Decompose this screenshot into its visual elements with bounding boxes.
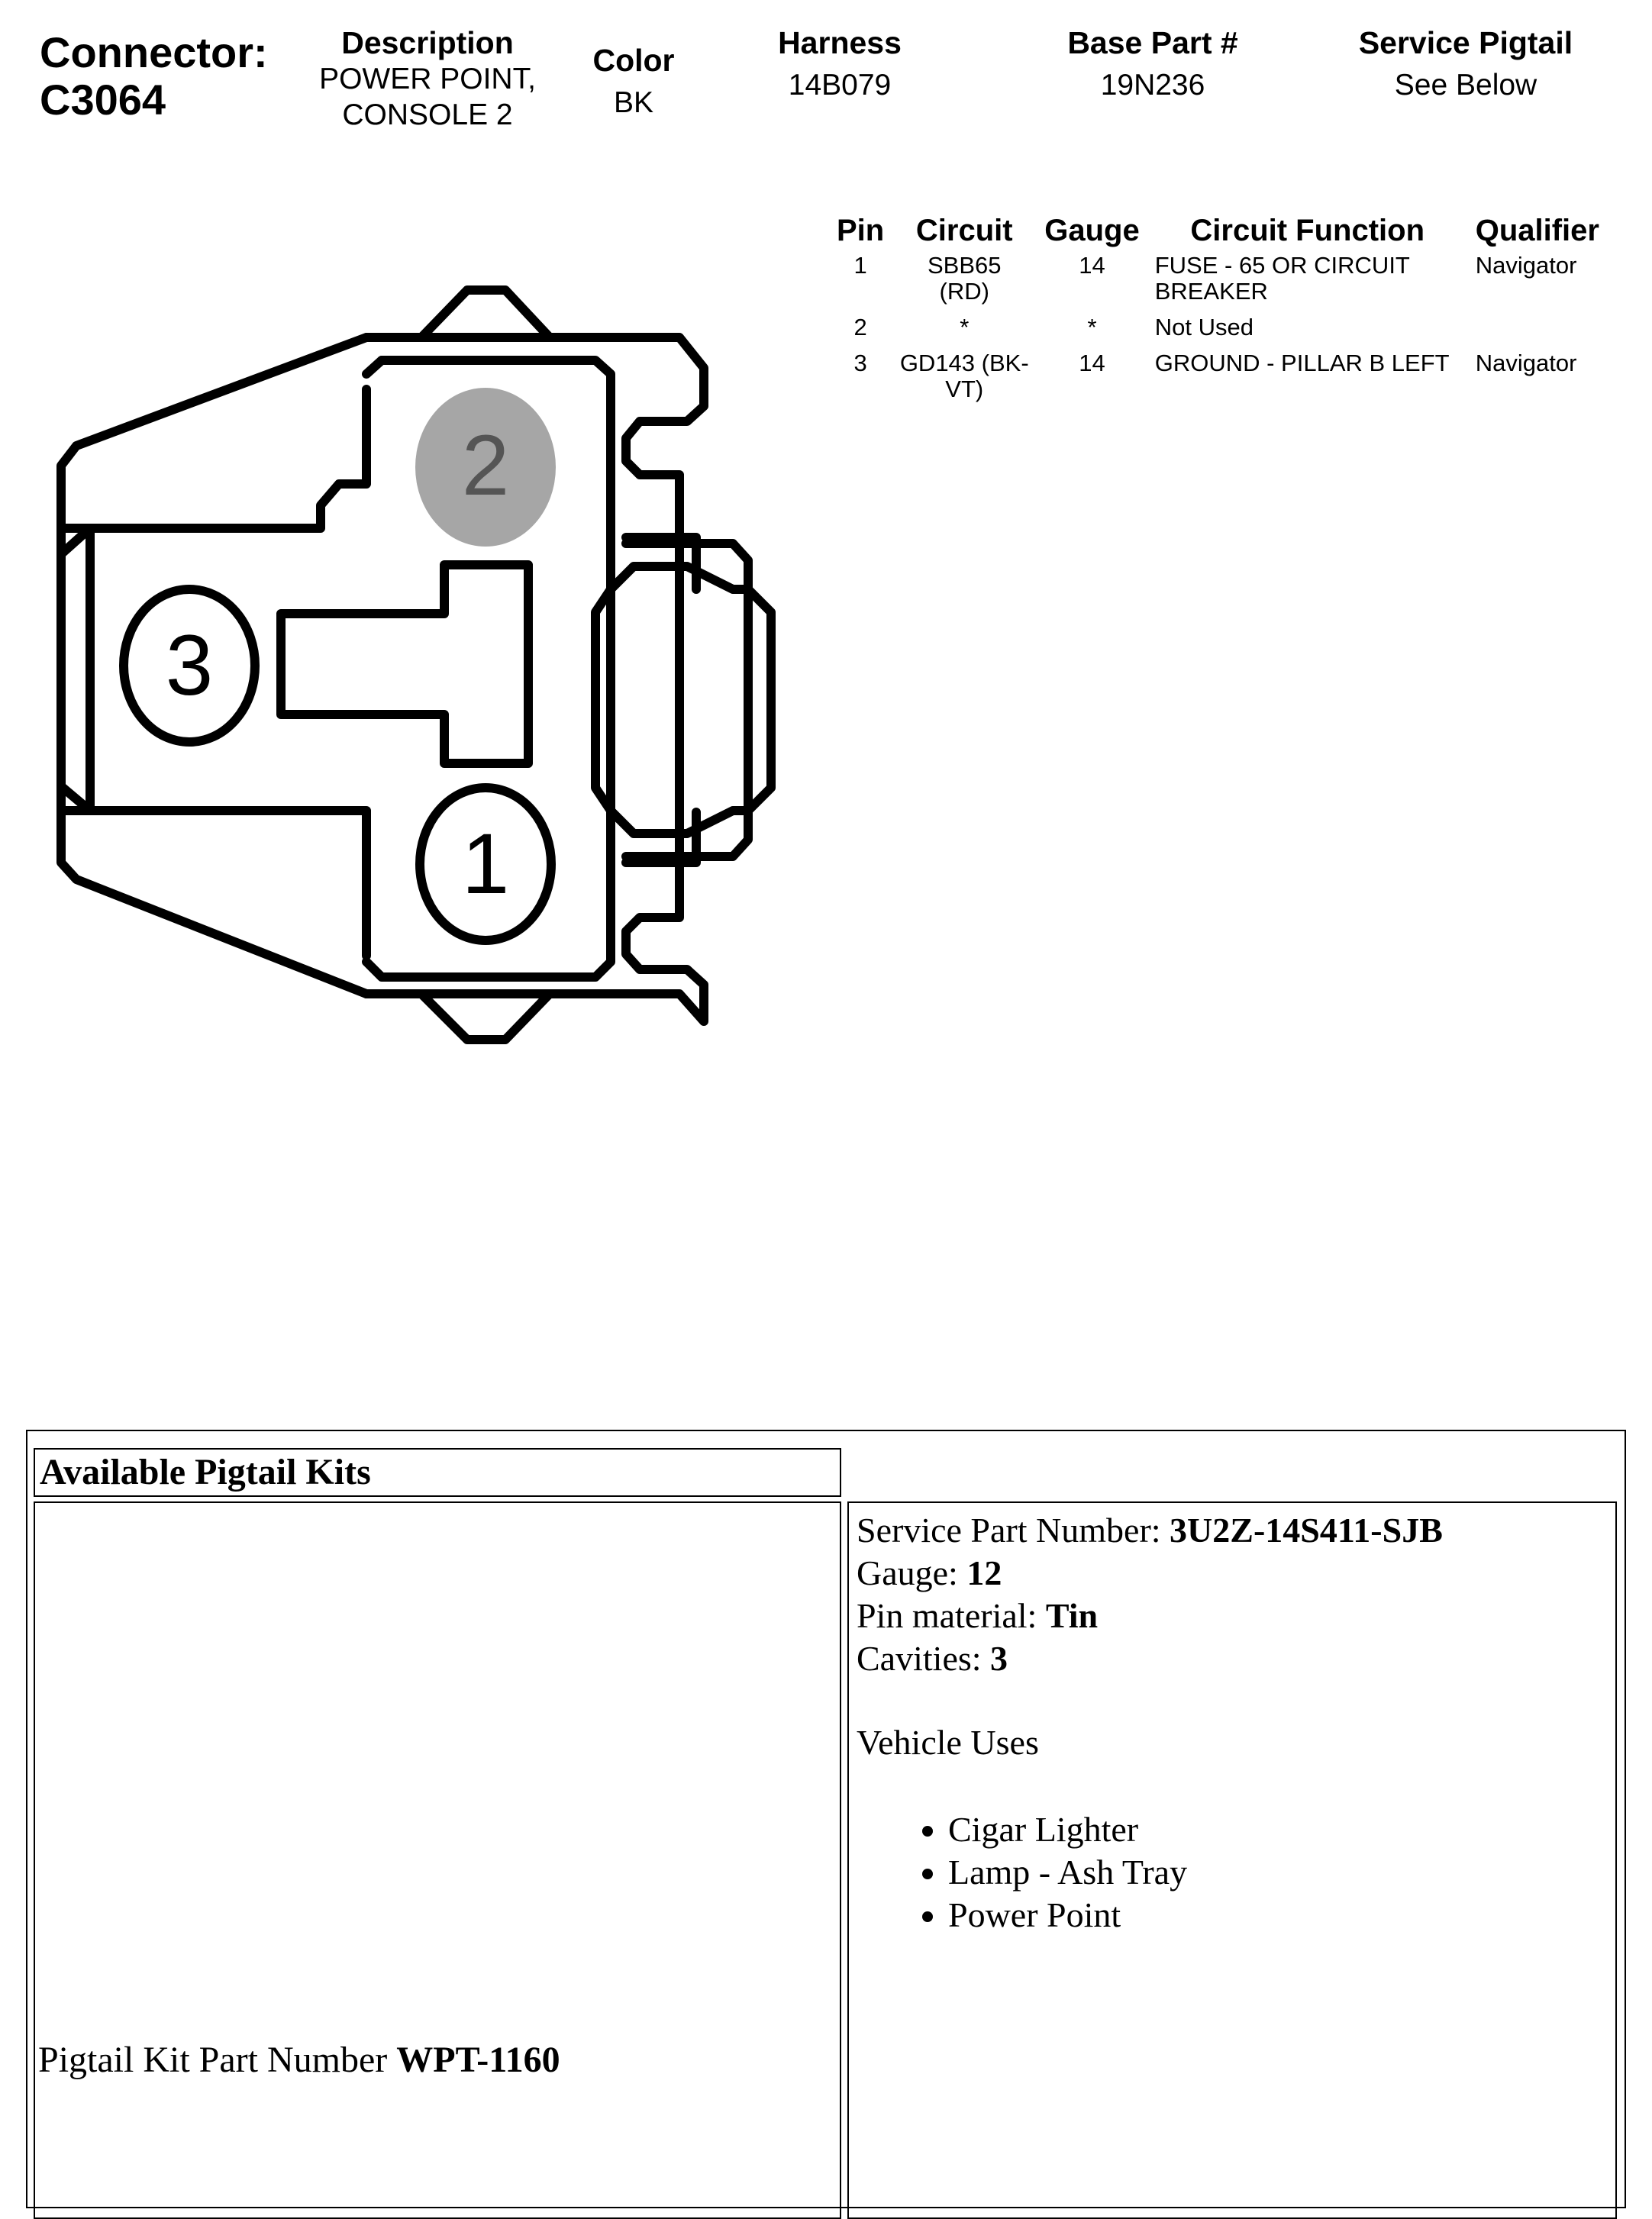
description-heading: Description bbox=[341, 25, 514, 60]
description-line-2: CONSOLE 2 bbox=[342, 98, 513, 131]
pigtail-kits-table bbox=[26, 1430, 1626, 2208]
pigtail-kit-label: Pigtail Kit Part Number bbox=[38, 2040, 397, 2080]
color-heading: Color bbox=[592, 43, 675, 78]
header-circuit: Circuit bbox=[915, 214, 1013, 247]
pigtail-kit-cell bbox=[34, 1501, 841, 2219]
connector-id: C3064 bbox=[40, 76, 166, 124]
base-part-value: 19N236 bbox=[1100, 69, 1205, 102]
service-part-label: Service Part Number: bbox=[857, 1511, 1170, 1550]
connector-heading bbox=[40, 29, 268, 124]
service-part-value: 3U2Z-14S411-SJB bbox=[1170, 1511, 1443, 1550]
pin-material-value: Tin bbox=[1045, 1596, 1099, 1635]
qualifier: Navigator bbox=[1475, 350, 1577, 376]
circuit: * bbox=[960, 314, 970, 340]
pin-1 bbox=[420, 788, 551, 940]
gauge: * bbox=[1087, 314, 1097, 340]
service-pigtail-column bbox=[1321, 24, 1611, 103]
header-circuit-function: Circuit Function bbox=[1190, 214, 1425, 247]
service-pigtail-value: See Below bbox=[1394, 69, 1537, 102]
color-value: BK bbox=[613, 86, 654, 119]
harness-column bbox=[733, 24, 947, 103]
pin-table-header-row bbox=[829, 214, 1607, 253]
circuit-function: GROUND - PILLAR B LEFT bbox=[1154, 350, 1450, 376]
pin-3-label: 3 bbox=[165, 618, 214, 713]
harness-heading: Harness bbox=[778, 25, 902, 60]
pin-3 bbox=[124, 589, 255, 742]
pin-number: 3 bbox=[853, 350, 867, 376]
vehicle-uses-list bbox=[857, 1808, 1608, 1937]
connector-label: Connector: bbox=[40, 28, 268, 76]
description-line-1: POWER POINT, bbox=[319, 63, 536, 95]
pigtail-details-cell bbox=[847, 1501, 1617, 2219]
header-gauge: Gauge bbox=[1044, 214, 1140, 247]
gauge-label: Gauge: bbox=[857, 1553, 967, 1592]
qualifier bbox=[1468, 314, 1607, 350]
service-pigtail-heading: Service Pigtail bbox=[1358, 25, 1573, 60]
t-key bbox=[281, 565, 528, 763]
header-pin: Pin bbox=[837, 214, 885, 247]
pin-2-label: 2 bbox=[461, 418, 510, 513]
list-item: • Power Point bbox=[948, 1894, 1608, 1937]
qualifier: Navigator bbox=[1475, 252, 1577, 279]
gauge: 14 bbox=[1079, 350, 1105, 376]
pin-1-label: 1 bbox=[461, 816, 510, 911]
circuit-function: FUSE - 65 OR CIRCUIT BREAKER bbox=[1154, 252, 1410, 305]
table-row bbox=[829, 253, 1607, 314]
pigtail-kits-title: Available Pigtail Kits bbox=[34, 1448, 841, 1497]
gauge-value: 12 bbox=[966, 1553, 1002, 1592]
service-part-number bbox=[857, 1509, 1608, 1552]
gauge-line bbox=[857, 1552, 1608, 1595]
cavities-value: 3 bbox=[990, 1639, 1008, 1678]
description-column bbox=[290, 24, 565, 133]
cavities-label: Cavities: bbox=[857, 1639, 991, 1678]
pin-2 bbox=[415, 388, 556, 547]
vehicle-uses-heading: Vehicle Uses bbox=[857, 1723, 1039, 1762]
table-row bbox=[829, 350, 1607, 412]
pin-table bbox=[829, 214, 1607, 412]
pin-material-label: Pin material: bbox=[857, 1596, 1046, 1635]
base-part-column bbox=[1023, 24, 1283, 103]
list-item: • Cigar Lighter bbox=[948, 1808, 1608, 1851]
header-qualifier: Qualifier bbox=[1475, 214, 1599, 247]
circuit-function: Not Used bbox=[1154, 314, 1254, 340]
bottom-latch bbox=[421, 994, 550, 1040]
connector-face-diagram bbox=[0, 260, 824, 1069]
cavities-line bbox=[857, 1637, 1608, 1680]
pigtail-kit-number: WPT-1160 bbox=[396, 2040, 560, 2080]
list-item: • Lamp - Ash Tray bbox=[948, 1851, 1608, 1894]
table-row bbox=[829, 314, 1607, 350]
harness-value: 14B079 bbox=[788, 69, 892, 102]
gauge: 14 bbox=[1079, 252, 1105, 279]
base-part-heading: Base Part # bbox=[1067, 25, 1238, 60]
pigtail-kit-part-number bbox=[38, 2039, 560, 2081]
pin-number: 1 bbox=[853, 252, 867, 279]
top-latch bbox=[421, 290, 550, 337]
color-column bbox=[565, 42, 702, 121]
pin-material-line bbox=[857, 1595, 1608, 1637]
left-wall-inner bbox=[61, 389, 366, 528]
pin-number: 2 bbox=[853, 314, 867, 340]
circuit: GD143 (BK-VT) bbox=[899, 350, 1029, 402]
circuit: SBB65 (RD) bbox=[927, 252, 1002, 305]
